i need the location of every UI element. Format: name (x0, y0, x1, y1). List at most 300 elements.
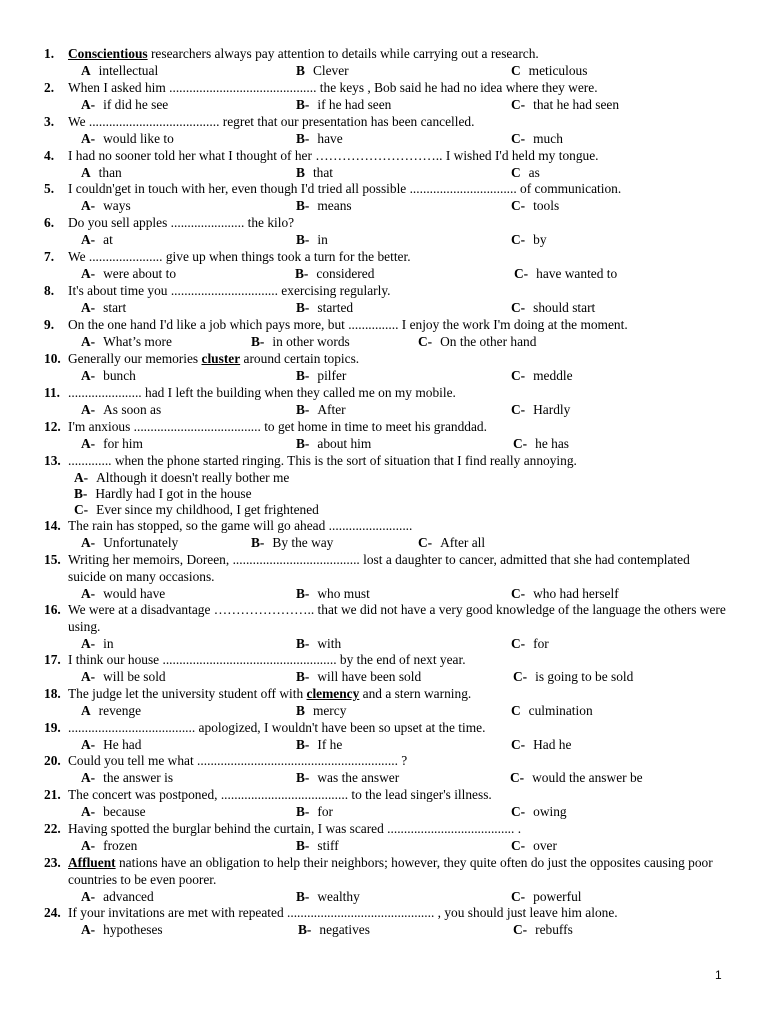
option-letter: C- (511, 96, 526, 112)
question-stem (0, 602, 768, 636)
option-letter: B- (296, 888, 310, 904)
question-item (0, 855, 768, 905)
answer-option (251, 334, 350, 351)
option-text: pilfer (317, 367, 347, 383)
question-stem (0, 215, 768, 232)
question-stem (0, 720, 768, 737)
option-text: in (317, 231, 328, 247)
page-number: 1 (715, 968, 722, 982)
answer-option (81, 669, 166, 686)
question-number: 3. (44, 114, 55, 129)
question-stem (0, 46, 768, 63)
answer-option (511, 402, 570, 419)
option-text: over (533, 837, 557, 853)
question-text: ............. when the phone started ringing. This is the sort of situation that I find really annoying. (68, 453, 577, 468)
question-text: ...................... had I left the building when they called me on my mobile. (68, 385, 456, 400)
question-text: It's about time you ................................ exercising regularly. (68, 283, 391, 298)
question-number: 6. (44, 215, 55, 230)
answer-option (296, 669, 421, 686)
question-stem (0, 552, 768, 586)
answer-options-row (0, 63, 768, 80)
answer-option (81, 131, 174, 148)
option-text: wealthy (317, 888, 360, 904)
option-letter: B- (296, 299, 310, 315)
option-text: by (533, 231, 547, 247)
question-stem (0, 181, 768, 198)
answer-option (296, 232, 328, 249)
option-letter: B- (296, 231, 310, 247)
question-number: 20. (44, 753, 61, 768)
question-stem (0, 351, 768, 368)
question-number: 1. (44, 46, 55, 61)
question-stem (0, 114, 768, 131)
option-letter: A (81, 702, 91, 718)
answer-option (296, 770, 399, 787)
answer-options-row (0, 922, 768, 939)
option-text: because (103, 803, 146, 819)
answer-options-row (0, 368, 768, 385)
option-text: with (317, 635, 342, 651)
question-number: 15. (44, 552, 61, 567)
question-number: 4. (44, 148, 55, 163)
option-text: in other words (272, 333, 350, 349)
question-stem (0, 905, 768, 922)
question-item (0, 720, 768, 754)
option-text: mercy (312, 702, 347, 718)
option-letter: A- (74, 469, 89, 485)
question-text: nations have an obligation to help their neighbors; however, they quite often do just the opposites causing poor countries to be even poorer. (68, 855, 713, 887)
answer-option (81, 535, 178, 552)
option-letter: C- (511, 888, 526, 904)
question-stem (0, 283, 768, 300)
question-text: and a stern warning. (359, 686, 472, 701)
option-letter: A- (81, 435, 96, 451)
option-letter: A- (81, 635, 96, 651)
option-letter: A- (81, 769, 96, 785)
option-text: ways (103, 197, 131, 213)
question-item (0, 652, 768, 686)
question-stem (0, 385, 768, 402)
question-stem (0, 686, 768, 703)
question-stem (0, 419, 768, 436)
question-item (0, 686, 768, 720)
answer-option (296, 198, 352, 215)
option-text: What’s more (103, 333, 172, 349)
option-letter: B- (296, 435, 310, 451)
option-text: As soon as (103, 401, 162, 417)
question-item (0, 419, 768, 453)
question-number: 7. (44, 249, 55, 264)
answer-options-row (0, 97, 768, 114)
question-number: 24. (44, 905, 61, 920)
question-text: Do you sell apples ...................... the kilo? (68, 215, 295, 230)
option-letter: C- (513, 921, 528, 937)
option-text: means (317, 197, 352, 213)
question-text: I couldn'get in touch with her, even though I'd tried all possible ................................ of communication. (68, 181, 622, 196)
question-number: 2. (44, 80, 55, 95)
option-text: Hardly (533, 401, 571, 417)
option-letter: C- (511, 367, 526, 383)
option-letter: A (81, 164, 91, 180)
option-text: that (312, 164, 334, 180)
answer-options-row (0, 636, 768, 653)
option-letter: B- (296, 401, 310, 417)
option-text: negatives (319, 921, 370, 937)
question-item (0, 821, 768, 855)
question-stem (0, 148, 768, 165)
question-text: If your invitations are met with repeated ............................................ , you should just leave him alone. (68, 905, 618, 920)
option-text: the answer is (103, 769, 174, 785)
option-text: He had (103, 736, 142, 752)
question-stem (0, 249, 768, 266)
option-letter: B- (296, 367, 310, 383)
option-text: considered (316, 265, 375, 281)
option-text: in (103, 635, 114, 651)
option-letter: A- (81, 401, 96, 417)
question-item (0, 905, 768, 939)
answer-option (81, 636, 114, 653)
answer-option (511, 198, 559, 215)
answer-option (81, 97, 168, 114)
option-letter: C- (511, 635, 526, 651)
question-text: ...................................... apologized, I wouldn't have been so upset at the time. (68, 720, 486, 735)
question-item (0, 80, 768, 114)
answer-options-row (0, 266, 768, 283)
option-letter: A- (81, 668, 96, 684)
question-item (0, 518, 768, 552)
question-number: 21. (44, 787, 61, 802)
answer-option (81, 838, 137, 855)
option-letter: C- (513, 435, 528, 451)
answer-option (296, 165, 333, 182)
answer-options-row (0, 334, 768, 351)
option-letter: A (81, 62, 91, 78)
answer-option (511, 838, 557, 855)
option-text: start (103, 299, 127, 315)
underlined-keyword: Conscientious (68, 46, 148, 61)
question-number: 8. (44, 283, 55, 298)
option-text: On the other hand (440, 333, 537, 349)
option-letter: B- (296, 197, 310, 213)
option-letter: A- (81, 197, 96, 213)
question-stem (0, 787, 768, 804)
underlined-keyword: Affluent (68, 855, 116, 870)
answer-options-row (0, 838, 768, 855)
answer-option (513, 669, 633, 686)
answer-option (296, 737, 342, 754)
question-number: 22. (44, 821, 61, 836)
answer-option (418, 535, 485, 552)
answer-option (81, 922, 163, 939)
option-letter: B- (296, 635, 310, 651)
option-text: have wanted to (536, 265, 618, 281)
option-letter: B (296, 702, 305, 718)
answer-option (296, 436, 371, 453)
answer-option (513, 436, 569, 453)
option-letter: B- (251, 333, 265, 349)
answer-option (511, 131, 563, 148)
answer-options-row (0, 165, 768, 182)
option-letter: A- (81, 333, 96, 349)
question-text: I think our house .................................................... by the end of next year. (68, 652, 466, 667)
question-stem (0, 317, 768, 334)
option-letter: C- (74, 502, 89, 518)
option-text: bunch (103, 367, 136, 383)
answer-option (511, 703, 593, 720)
option-letter: A- (81, 837, 96, 853)
option-text: for (317, 803, 334, 819)
answer-option (511, 889, 581, 906)
option-text: if did he see (103, 96, 169, 112)
question-text: We were at a disadvantage ………………….. that we did not have a very good knowledge of the language the others were using. (68, 602, 726, 634)
answer-option (0, 470, 768, 486)
question-number: 9. (44, 317, 55, 332)
option-text: would the answer be (532, 769, 643, 785)
question-stem (0, 453, 768, 470)
option-text: meddle (533, 367, 573, 383)
answer-option (81, 703, 141, 720)
answer-options-row (0, 300, 768, 317)
question-text: I had no sooner told her what I thought of her ……………………….. I wished I'd held my tongue. (68, 148, 599, 163)
question-number: 19. (44, 720, 61, 735)
answer-option (81, 770, 173, 787)
option-letter: C (511, 62, 521, 78)
option-text: at (103, 231, 113, 247)
answer-options-row (0, 436, 768, 453)
question-item (0, 148, 768, 182)
answer-option (296, 63, 349, 80)
question-number: 16. (44, 602, 61, 617)
option-text: was the answer (317, 769, 400, 785)
option-text: he has (535, 435, 569, 451)
option-letter: A- (81, 736, 96, 752)
option-text: Clever (312, 62, 349, 78)
answer-option (511, 737, 571, 754)
option-letter: B (296, 164, 305, 180)
option-letter: B (296, 62, 305, 78)
answer-option (295, 266, 374, 283)
option-text: would have (103, 585, 166, 601)
answer-option (511, 368, 573, 385)
question-item (0, 114, 768, 148)
answer-options-row (0, 131, 768, 148)
option-letter: A- (81, 585, 96, 601)
question-item (0, 453, 768, 518)
question-stem (0, 753, 768, 770)
answer-options-row (0, 669, 768, 686)
option-letter: C- (511, 130, 526, 146)
answer-options-row (0, 402, 768, 419)
answer-options-row (0, 198, 768, 215)
question-text: We ....................................... regret that our presentation has been cancelled. (68, 114, 475, 129)
option-text: stiff (317, 837, 339, 853)
underlined-keyword: clemency (306, 686, 360, 701)
answer-option (514, 266, 617, 283)
option-letter: B- (296, 736, 310, 752)
option-text: If he (317, 736, 343, 752)
option-text: Had he (533, 736, 572, 752)
option-text: will be sold (103, 668, 166, 684)
answer-option (81, 198, 131, 215)
option-text: tools (533, 197, 560, 213)
question-item (0, 317, 768, 351)
question-text: Writing her memoirs, Doreen, ...................................... lost a daughter to cancer, admitted that she had contemplated suicide on many occasions. (68, 552, 690, 584)
answer-option (81, 804, 146, 821)
option-letter: B- (296, 585, 310, 601)
question-number: 12. (44, 419, 61, 434)
option-letter: C- (514, 265, 529, 281)
option-letter: A- (81, 130, 96, 146)
option-letter: C- (513, 668, 528, 684)
answer-options-row (0, 703, 768, 720)
question-stem (0, 855, 768, 889)
answer-options-row (0, 804, 768, 821)
question-text: around certain topics. (240, 351, 360, 366)
option-text: Ever since my childhood, I get frightened (96, 502, 319, 518)
option-letter: C- (511, 401, 526, 417)
answer-option (81, 586, 165, 603)
question-number: 23. (44, 855, 61, 870)
option-letter: A- (81, 803, 96, 819)
option-text: owing (533, 803, 567, 819)
question-item (0, 249, 768, 283)
question-text: Having spotted the burglar behind the curtain, I was scared ...................................... . (68, 821, 522, 836)
option-letter: C (511, 702, 521, 718)
option-letter: B- (296, 130, 310, 146)
answer-option (81, 737, 141, 754)
option-letter: B- (298, 921, 312, 937)
option-text: for (533, 635, 549, 651)
option-text: would like to (103, 130, 174, 146)
option-letter: C- (511, 299, 526, 315)
option-letter: C- (511, 736, 526, 752)
option-letter: C- (511, 585, 526, 601)
option-text: who must (317, 585, 370, 601)
question-text: We ...................... give up when things took a turn for the better. (68, 249, 411, 264)
option-letter: C- (511, 837, 526, 853)
answer-option (251, 535, 333, 552)
option-letter: A- (81, 231, 96, 247)
option-text: if he had seen (317, 96, 392, 112)
option-letter: B- (74, 486, 88, 501)
question-text: Generally our memories (68, 351, 202, 366)
option-text: is going to be sold (535, 668, 634, 684)
option-letter: C- (511, 803, 526, 819)
answer-option (418, 334, 536, 351)
answer-option (511, 636, 549, 653)
question-text: I'm anxious ...................................... to get home in time to meet his granddad. (68, 419, 487, 434)
option-text: frozen (103, 837, 138, 853)
option-text: than (98, 164, 122, 180)
question-number: 10. (44, 351, 61, 366)
answer-option (511, 232, 547, 249)
answer-option (0, 486, 768, 502)
answer-options-row (0, 232, 768, 249)
question-text: On the one hand I'd like a job which pays more, but ............... I enjoy the work I'm doing at the moment. (68, 317, 628, 332)
answer-option (81, 63, 158, 80)
option-letter: B- (296, 803, 310, 819)
question-item (0, 215, 768, 249)
question-item (0, 385, 768, 419)
question-item (0, 753, 768, 787)
option-text: Hardly had I got in the house (95, 486, 252, 501)
option-text: as (528, 164, 540, 180)
option-letter: C- (511, 197, 526, 213)
question-number: 13. (44, 453, 61, 468)
question-item (0, 552, 768, 602)
question-text: The judge let the university student off with (68, 686, 307, 701)
answer-option (81, 165, 122, 182)
option-text: meticulous (528, 62, 588, 78)
answer-options-row (0, 737, 768, 754)
answer-options-row (0, 889, 768, 906)
question-item (0, 787, 768, 821)
option-letter: C- (511, 231, 526, 247)
answer-option (296, 636, 341, 653)
answer-option (81, 889, 154, 906)
option-text: who had herself (533, 585, 619, 601)
question-stem (0, 821, 768, 838)
question-stem (0, 518, 768, 535)
option-letter: C (511, 164, 521, 180)
question-text: The concert was postponed, ...................................... to the lead singer's illness. (68, 787, 492, 802)
answer-option (513, 922, 573, 939)
answer-option (296, 703, 346, 720)
option-letter: A- (81, 96, 96, 112)
option-letter: A- (81, 921, 96, 937)
question-number: 17. (44, 652, 61, 667)
answer-option (81, 368, 136, 385)
question-number: 11. (44, 385, 60, 400)
option-text: that he had seen (533, 96, 620, 112)
question-number: 18. (44, 686, 61, 701)
question-item (0, 181, 768, 215)
option-letter: C- (510, 769, 525, 785)
answer-option (296, 402, 346, 419)
answer-option (296, 889, 360, 906)
answer-option (81, 266, 176, 283)
option-text: about him (317, 435, 372, 451)
option-letter: B- (296, 668, 310, 684)
answer-option (296, 368, 346, 385)
question-stem (0, 652, 768, 669)
question-stem (0, 80, 768, 97)
answer-option (81, 232, 113, 249)
answer-option (511, 586, 619, 603)
answer-option (81, 402, 161, 419)
question-item (0, 283, 768, 317)
answer-option (81, 300, 126, 317)
option-text: After (317, 401, 346, 417)
option-letter: A- (81, 265, 96, 281)
option-letter: A- (81, 534, 96, 550)
option-text: started (317, 299, 354, 315)
option-text: revenge (98, 702, 142, 718)
question-number: 5. (44, 181, 55, 196)
answer-option (511, 804, 567, 821)
answer-options-row (0, 770, 768, 787)
option-letter: B- (251, 534, 265, 550)
question-text: When I asked him ............................................ the keys , Bob said he had no idea where they were. (68, 80, 598, 95)
answer-option (511, 165, 540, 182)
option-text: much (533, 130, 563, 146)
option-text: Although it doesn't really bother me (96, 469, 290, 485)
question-number: 14. (44, 518, 61, 533)
option-letter: B- (295, 265, 309, 281)
answer-option (296, 586, 370, 603)
option-letter: A- (81, 367, 96, 383)
option-letter: A- (81, 299, 96, 315)
